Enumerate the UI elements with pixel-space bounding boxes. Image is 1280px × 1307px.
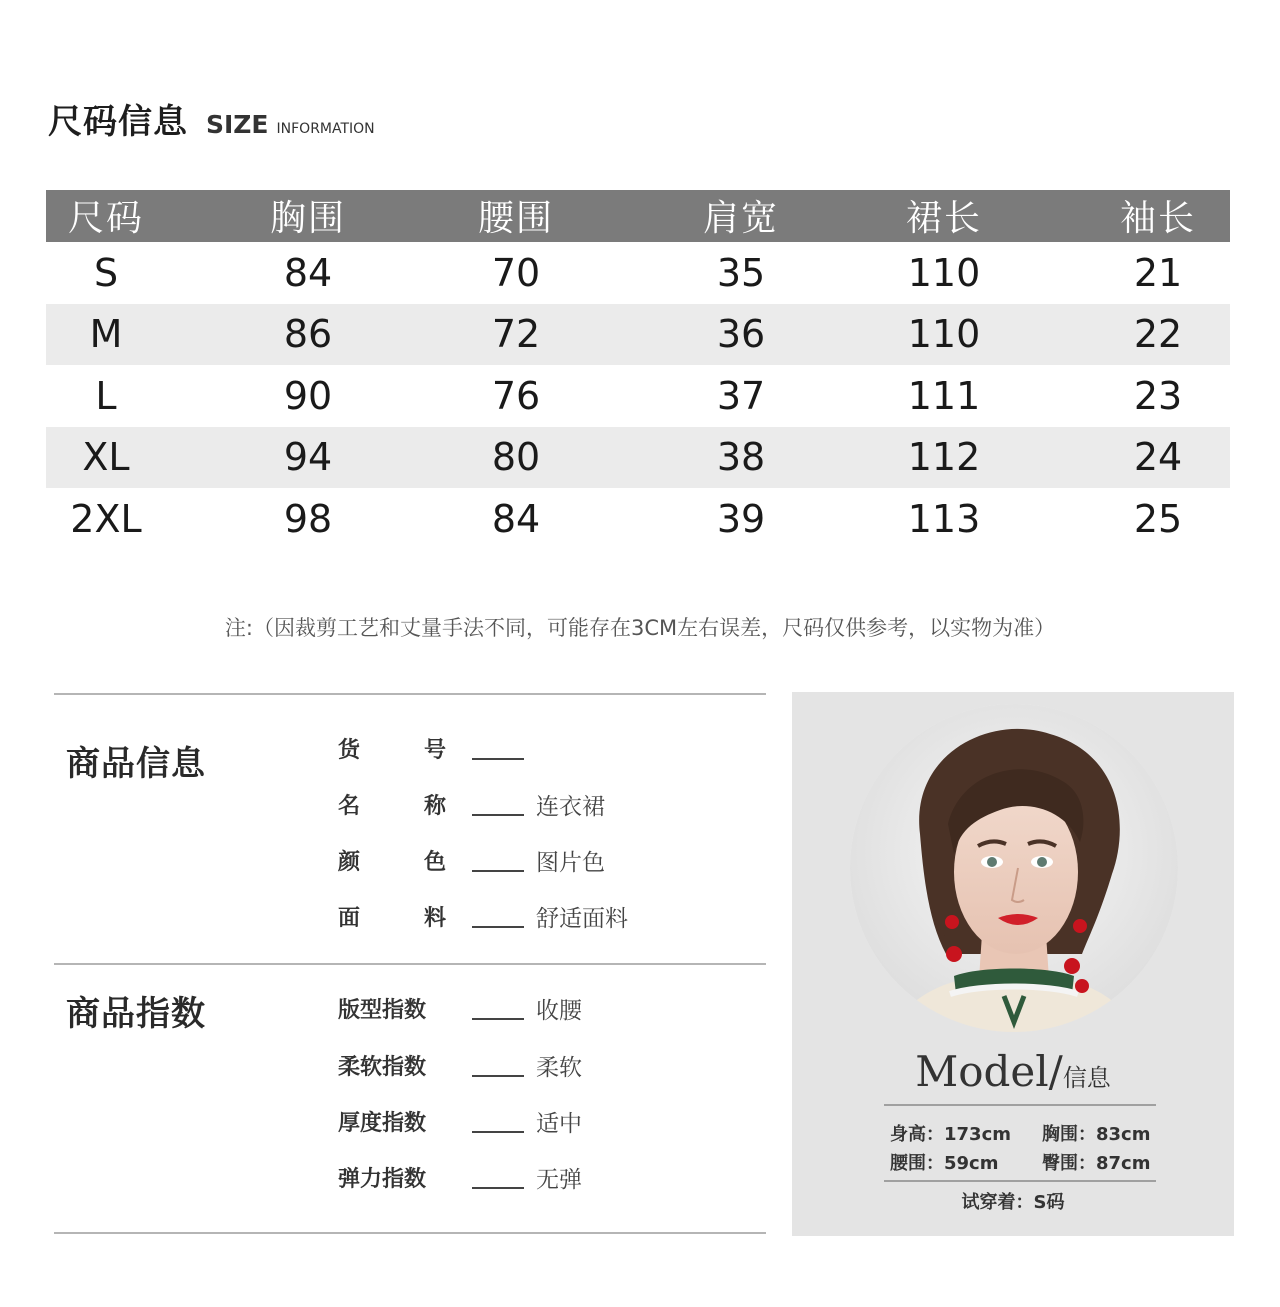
size-table-header-cell: 裙长 xyxy=(905,198,983,239)
product-index-label: 商品指数 xyxy=(66,994,206,1034)
size-table-header xyxy=(46,190,1230,242)
product-info-dash xyxy=(472,926,524,928)
product-info-value: 图片色 xyxy=(536,849,605,876)
model-height: 身高：173cm xyxy=(890,1124,1011,1145)
divider-middle xyxy=(54,963,766,965)
model-divider-bottom xyxy=(884,1180,1156,1182)
size-table-value-cell: 72 xyxy=(491,312,541,357)
product-index-row xyxy=(338,1049,582,1081)
model-hip: 臀围：87cm xyxy=(1042,1153,1151,1174)
size-table-value-cell: 35 xyxy=(716,250,766,295)
size-table-value-cell: 111 xyxy=(907,373,981,418)
size-table-size-cell: S xyxy=(93,250,119,295)
product-info-key-char: 号 xyxy=(423,737,446,763)
product-info-key-char: 色 xyxy=(423,849,446,875)
model-heading-big: Model/ xyxy=(915,1047,1063,1096)
size-table-value-cell: 36 xyxy=(716,312,766,357)
product-index-row xyxy=(338,1105,582,1137)
product-index-dash xyxy=(472,1187,524,1189)
product-info-key xyxy=(338,845,446,876)
product-index-value: 无弹 xyxy=(536,1166,582,1193)
size-table-value-cell: 94 xyxy=(283,435,333,480)
size-table-row xyxy=(46,427,1230,489)
size-table-value-cell: 80 xyxy=(491,435,541,480)
product-index-key: 版型指数 xyxy=(338,997,427,1023)
size-note: 注:（因裁剪工艺和丈量手法不同，可能存在3CM左右误差，尺码仅供参考，以实物为准） xyxy=(224,616,1056,640)
divider-top xyxy=(54,693,766,695)
size-table-value-cell: 22 xyxy=(1133,312,1183,357)
size-table-header-cell: 胸围 xyxy=(269,198,347,239)
model-portrait xyxy=(850,704,1178,1032)
product-info-row xyxy=(338,732,536,764)
product-index-key: 柔软指数 xyxy=(338,1054,427,1080)
size-table-header-cell: 袖长 xyxy=(1119,198,1197,239)
size-title-en-small: INFORMATION xyxy=(276,121,375,137)
product-info-key-char: 面 xyxy=(338,905,361,931)
product-info-key-char: 名 xyxy=(338,793,361,819)
product-info-value: 连衣裙 xyxy=(536,793,605,820)
product-index-dash xyxy=(472,1075,524,1077)
product-info-value: 舒适面料 xyxy=(536,905,628,932)
size-table-value-cell: 90 xyxy=(283,373,333,418)
model-heading xyxy=(792,1047,1234,1096)
product-info-key-char: 料 xyxy=(423,905,446,931)
product-index-value: 收腰 xyxy=(536,997,582,1024)
size-table-row xyxy=(46,365,1230,427)
size-table-value-cell: 24 xyxy=(1133,435,1183,480)
size-table-value-cell: 21 xyxy=(1133,250,1183,295)
product-info-key xyxy=(338,733,446,764)
size-table-value-cell: 23 xyxy=(1133,373,1183,418)
product-index-key: 厚度指数 xyxy=(338,1110,427,1136)
model-heading-small: 信息 xyxy=(1062,1064,1111,1092)
product-info-key-char: 颜 xyxy=(338,849,361,875)
product-info-dash xyxy=(472,870,524,872)
product-info-key-char: 货 xyxy=(338,737,361,763)
size-table-value-cell: 38 xyxy=(716,435,766,480)
model-divider-top xyxy=(884,1104,1156,1106)
product-info-dash xyxy=(472,758,524,760)
size-table-value-cell: 84 xyxy=(283,250,333,295)
size-table-row xyxy=(46,488,1230,550)
size-table-size-cell: 2XL xyxy=(70,496,142,541)
product-info-row xyxy=(338,900,628,932)
product-index-value: 柔软 xyxy=(536,1054,582,1081)
size-table-row xyxy=(46,242,1230,304)
size-table-value-cell: 70 xyxy=(491,250,541,295)
product-info-key xyxy=(338,789,446,820)
size-table-size-cell: M xyxy=(89,312,123,357)
size-table-value-cell: 84 xyxy=(491,496,541,541)
divider-bottom xyxy=(54,1232,766,1234)
size-table-size-cell: L xyxy=(95,373,117,418)
size-table-value-cell: 86 xyxy=(283,312,333,357)
size-title-en: SIZE xyxy=(206,110,269,139)
size-table-header-cell: 肩宽 xyxy=(702,198,780,239)
product-index-value: 适中 xyxy=(536,1110,582,1137)
product-index-row xyxy=(338,1161,582,1193)
product-info-label: 商品信息 xyxy=(66,744,206,784)
product-info-key xyxy=(338,901,446,932)
product-index-dash xyxy=(472,1131,524,1133)
product-index-key: 弹力指数 xyxy=(338,1166,427,1192)
product-info-dash xyxy=(472,814,524,816)
product-info-row xyxy=(338,788,605,820)
size-table-size-cell: XL xyxy=(82,435,130,480)
size-table-value-cell: 112 xyxy=(907,435,981,480)
product-index-dash xyxy=(472,1018,524,1020)
size-table-value-cell: 25 xyxy=(1133,496,1183,541)
size-table-header-cell: 腰围 xyxy=(477,198,555,239)
size-table-value-cell: 113 xyxy=(907,496,981,541)
product-info-key-char: 称 xyxy=(423,793,446,819)
size-table-row xyxy=(46,304,1230,366)
size-table xyxy=(46,190,1230,550)
model-bust: 胸围：83cm xyxy=(1042,1124,1151,1145)
size-table-value-cell: 110 xyxy=(907,250,981,295)
size-section-title xyxy=(48,94,375,143)
size-table-value-cell: 37 xyxy=(716,373,766,418)
model-tried-size: 试穿着：S码 xyxy=(961,1192,1065,1213)
model-portrait-illustration xyxy=(850,704,1178,1032)
size-table-header-cell: 尺码 xyxy=(67,198,145,239)
size-table-value-cell: 98 xyxy=(283,496,333,541)
product-index-row xyxy=(338,992,582,1024)
model-waist: 腰围：59cm xyxy=(890,1153,999,1174)
size-table-value-cell: 110 xyxy=(907,312,981,357)
size-table-value-cell: 39 xyxy=(716,496,766,541)
product-info-row xyxy=(338,844,605,876)
size-table-value-cell: 76 xyxy=(491,373,541,418)
size-title-zh: 尺码信息 xyxy=(48,102,188,142)
